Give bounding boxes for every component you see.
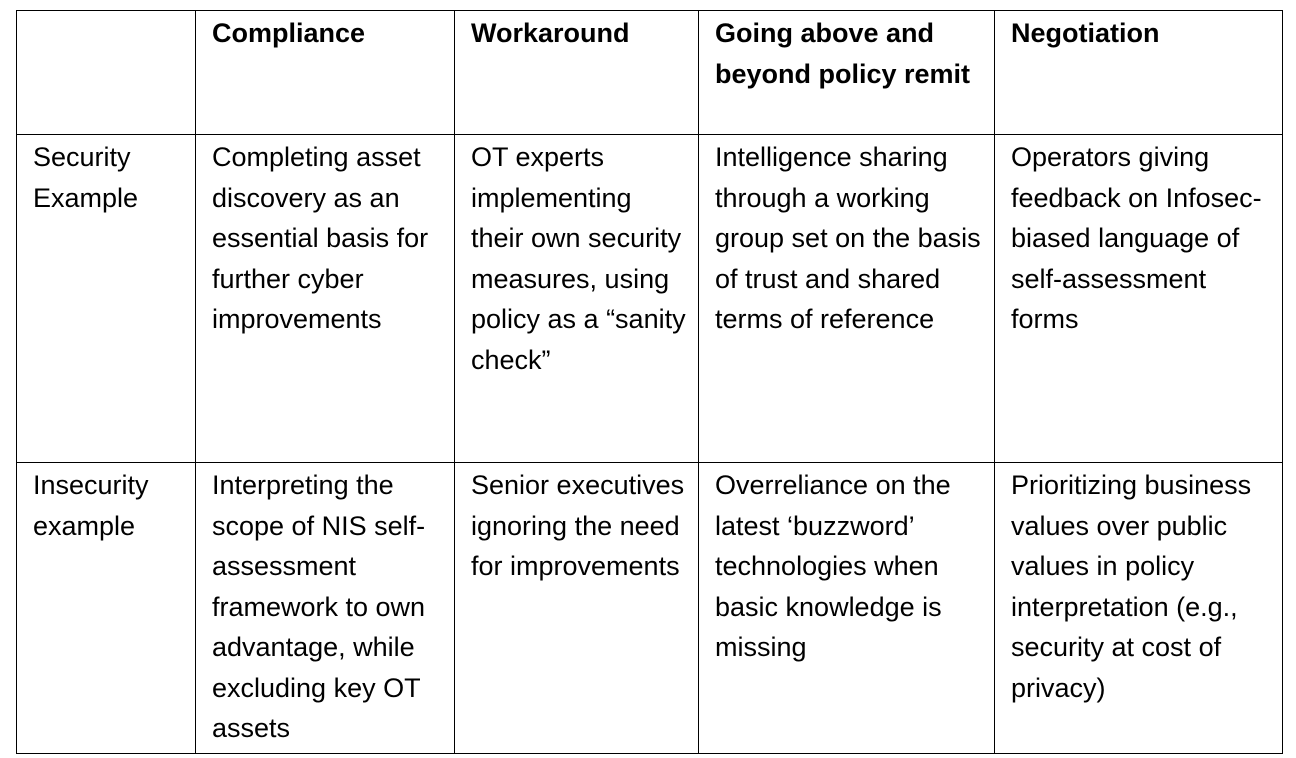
- table-row-insecurity-example: [17, 463, 1283, 754]
- column-header-going-beyond: Going above and beyond policy remit: [699, 11, 995, 135]
- cell-insecurity-compliance: Interpreting the scope of NIS self-assessment framework to own advantage, while excluding key OT assets: [196, 463, 455, 754]
- comparison-table: [16, 10, 1283, 754]
- row-header-insecurity-example: Insecurity example: [17, 463, 196, 754]
- table-row-security-example: [17, 135, 1283, 463]
- row-header-security-example: Security Example: [17, 135, 196, 463]
- cell-security-going-beyond: Intelligence sharing through a working group set on the basis of trust and shared terms of reference: [699, 135, 995, 463]
- cell-security-compliance: Completing asset discovery as an essential basis for further cyber improvements: [196, 135, 455, 463]
- table-header-row: [17, 11, 1283, 135]
- column-header-negotiation: Negotiation: [995, 11, 1283, 135]
- cell-insecurity-negotiation: Prioritizing business values over public values in policy interpretation (e.g., security at cost of privacy): [995, 463, 1283, 754]
- cell-insecurity-going-beyond: Overreliance on the latest ‘buzzword’ technologies when basic knowledge is missing: [699, 463, 995, 754]
- cell-insecurity-workaround: Senior executives ignoring the need for improvements: [455, 463, 699, 754]
- column-header-compliance: Compliance: [196, 11, 455, 135]
- cell-security-negotiation: Operators giving feedback on Infosec-biased language of self-assessment forms: [995, 135, 1283, 463]
- cell-security-workaround: OT experts implementing their own security measures, using policy as a “sanity check”: [455, 135, 699, 463]
- corner-cell: [17, 11, 196, 135]
- column-header-workaround: Workaround: [455, 11, 699, 135]
